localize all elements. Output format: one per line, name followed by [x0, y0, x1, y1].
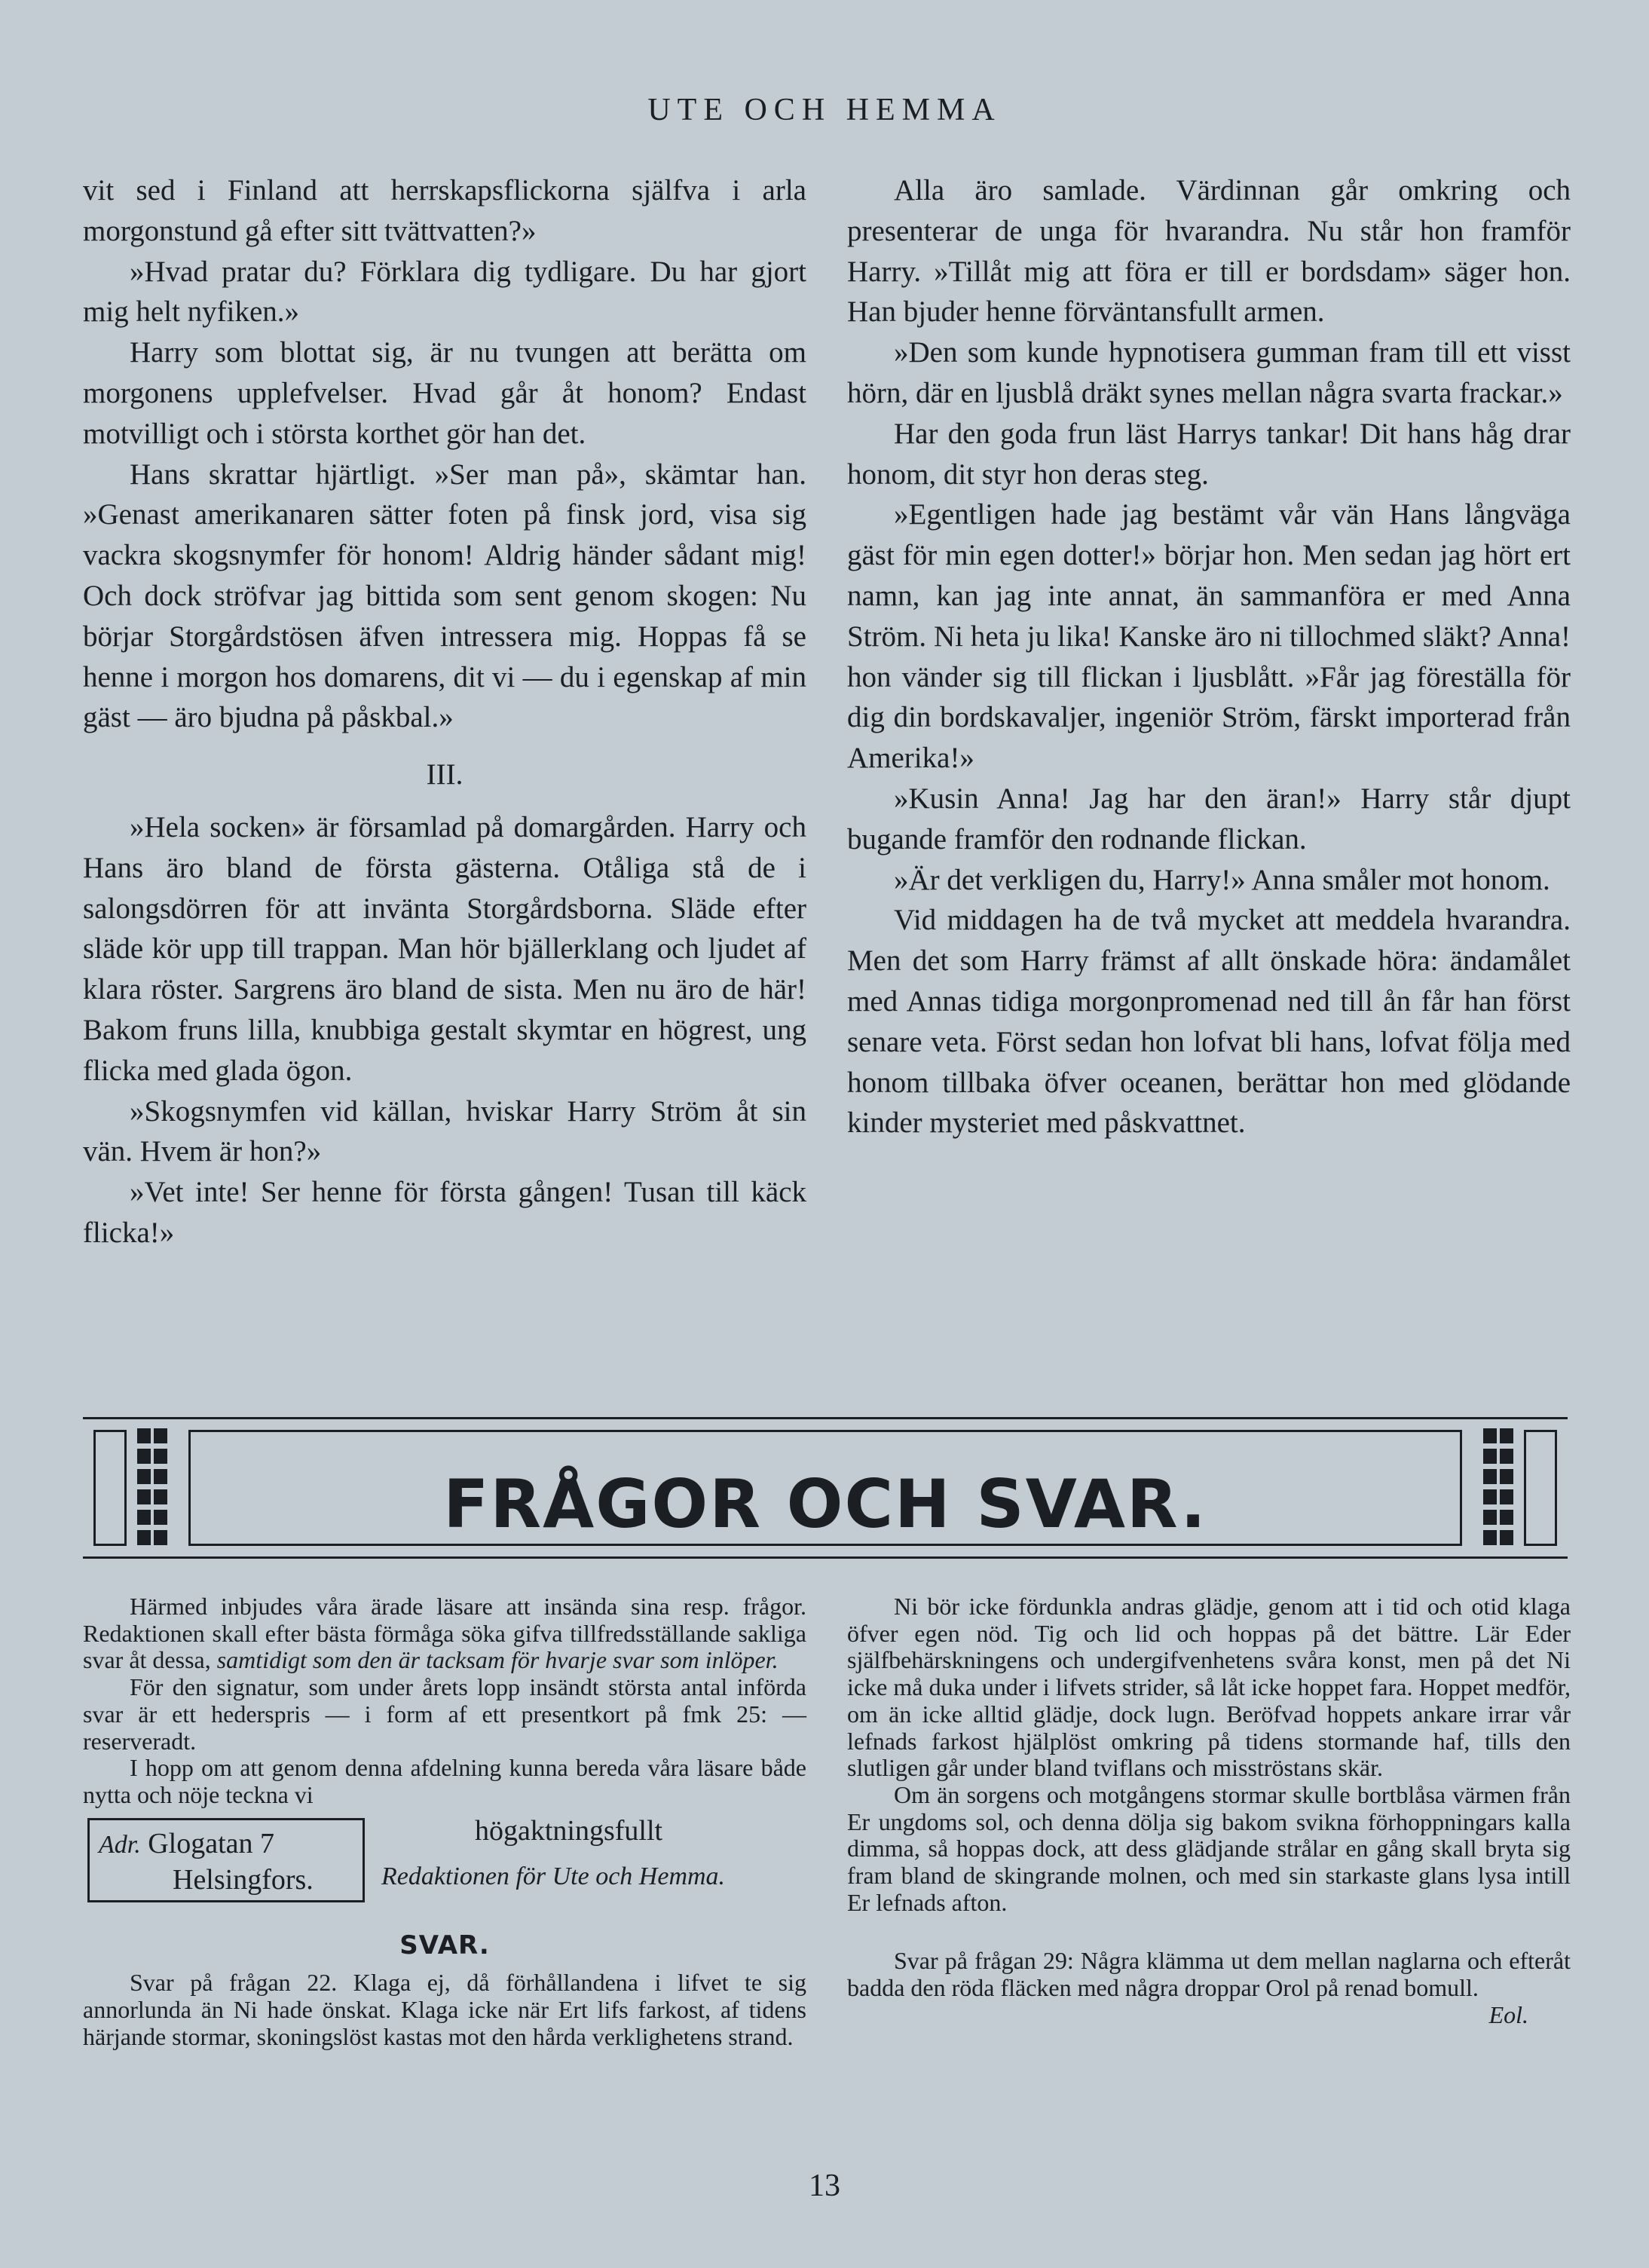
closing-phrase: högaktningsfullt: [475, 1814, 663, 1847]
qa-right-column: [847, 1593, 1571, 2029]
qa-intro-paragraph: [83, 1593, 806, 1674]
story-paragraph: »Kusin Anna! Jag har den äran!» Harry står djupt bugande framför den rodnande flickan.: [847, 782, 1571, 855]
answer-paragraph: Svar på frågan 22. Klaga ej, då förhållandena i lifvet te sig annorlunda än Ni hade önskat. Klaga icke när Ert lifs farkost, af tidens härjande stormar, skoningslöst kastas mot den hårda verklighetens strand.: [83, 1969, 806, 2050]
answer-paragraph: Ni bör icke fördunkla andras glädje, genom att i tid och otid klaga öfver egen nöd. Tig och lid och hoppas på det bättre. Lär Eder själfbehärskningens och undergifvenhetens svåra konst, men på det Ni icke må duka under i lifvets strider, så låt icke hoppet fara. Hoppet medför, om än icke alltid glädje, dock lugn. Beröfvad hoppets ankare irrar vår lefnads farkost hjälplöst omkring på tidens stormande haf, tills den slutligen går under bland tviflans och misströstans skär.: [847, 1593, 1571, 1782]
story-paragraph: Vid middagen ha de två mycket att meddela hvarandra. Men det som Harry främst af allt önskade höra: ändamålet med Annas tidiga morgonpromenad ned till ån får han först senare veta. Först sedan hon lofvat bli hans, lofvat följa med honom tillbaka öfver oceanen, berättar hon med glödande kinder mysteriet med påskvattnet.: [847, 904, 1571, 1140]
qa-intro-paragraph: I hopp om att genom denna afdelning kunna bereda våra läsare både nytta och nöje teckna vi: [83, 1754, 806, 1808]
story-paragraph: Harry som blottat sig, är nu tvungen att berätta om morgonens upplefvelser. Hvad går åt honom? Endast motvilligt och i största korthet gör han det.: [83, 336, 806, 450]
story-paragraph: »Den som kunde hypnotisera gumman fram till ett visst hörn, där en ljusblå dräkt synes mellan några svarta frackar.»: [847, 336, 1571, 409]
story-paragraph: vit sed i Finland att herrskapsflickorna själfva i arla morgonstund gå efter sitt tvättvatten?»: [83, 174, 806, 247]
editorial-signature: Redaktionen för Ute och Hemma.: [381, 1862, 726, 1890]
answer-29-text: Svar på frågan 29: Några klämma ut dem mellan naglarna och efteråt badda den röda fläcken med några droppar Orol på renad bomull.: [847, 1947, 1571, 2002]
answer-paragraph: Om än sorgens och motgångens stormar skulle bortblåsa värmen från Er ungdoms sol, och denna dölja sig bakom svikna förhoppningars kalla dimma, så hoppas dock, att dess glädjande strålar en gång skall bryta sig fram bland de skingrande molnen, och med sin starkaste glans lysa intill Er lefnads afton.: [847, 1780, 1571, 1916]
story-paragraph: Hans skrattar hjärtligt. »Ser man på», skämtar han. »Genast amerikanaren sätter foten på finsk jord, visa sig vackra skogsnymfer för honom! Aldrig händer sådant mig! Och dock ströfvar jag bittida som sent genom skogen: Nu börjar Storgårdstösen äfven intressera mig. Hoppas få se henne i morgon hos domarens, dit vi — du i egenskap af min gäst — äro bjudna på påskbal.»: [83, 458, 806, 734]
story-paragraph: »Är det verkligen du, Harry!» Anna småler mot honom.: [894, 863, 1550, 896]
qa-intro-italic: samtidigt som den är tacksam för hvarje svar som inlöper.: [216, 1646, 779, 1674]
story-left-column: [83, 170, 806, 1253]
story-paragraph: Alla äro samlade. Värdinnan går omkring och presenterar de unga för hvarandra. Nu står hon framför Harry. »Tillåt mig att föra er till er bordsdam» säger hon. Han bjuder henne förväntansfullt armen.: [847, 174, 1571, 329]
address-signature-row: [83, 1813, 806, 1919]
banner-title-frame: [188, 1430, 1462, 1546]
story-paragraph: »Skogsnymfen vid källan, hviskar Harry Ström åt sin vän. Hvem är hon?»: [83, 1094, 806, 1168]
qa-intro-paragraph: För den signatur, som under årets lopp insändt största antal införda svar är ett hederspris — i form af ett presentkort på fmk 25: — reserveradt.: [83, 1673, 806, 1755]
banner-checker-left: [137, 1428, 167, 1547]
page-number: 13: [809, 2169, 840, 2203]
story-right-column: [847, 170, 1571, 1143]
qa-left-column: [83, 1593, 806, 2050]
section-number: III.: [426, 758, 463, 791]
address-box: [87, 1818, 365, 1902]
running-head: UTE OCH HEMMA: [647, 93, 1002, 127]
qa-intro-text: Härmed inbjudes våra ärade läsare att insända sina resp. frågor. Redaktionen skall efter bästa förmåga söka gifva tillfredsställande sakliga svar åt dessa,: [83, 1593, 806, 1674]
banner-ornament-right: [1524, 1430, 1557, 1546]
section-banner: [83, 1417, 1568, 1559]
address-city: Helsingfors.: [173, 1863, 314, 1896]
banner-checker-right: [1483, 1428, 1513, 1547]
address-street: Glogatan 7: [148, 1827, 275, 1859]
address-label: Adr.: [99, 1830, 141, 1859]
story-paragraph: Har den goda frun läst Harrys tankar! Dit hans håg drar honom, dit styr hon deras steg.: [847, 417, 1571, 491]
section-title: FRÅGOR OCH SVAR.: [443, 1465, 1207, 1543]
answer-29-signature: Eol.: [1488, 2000, 1528, 2028]
answer-paragraph: [847, 1947, 1571, 2028]
story-paragraph: »Hela socken» är församlad på domargården. Harry och Hans äro bland de första gästerna. Otåliga stå de i salongsdörren för att invänta Storgårdsborna. Släde efter släde kör upp till trappan. Man hör bjällerklang och ljudet af klara röster. Sargrens äro bland de sista. Men nu äro de här! Bakom fruns lilla, knubbiga gestalt skymtar en högrest, ung flicka med glada ögon.: [83, 810, 806, 1087]
story-paragraph: »Hvad pratar du? Förklara dig tydligare. Du har gjort mig helt nyfiken.»: [83, 255, 806, 329]
answers-heading: SVAR.: [399, 1930, 490, 1960]
story-paragraph: »Vet inte! Ser henne för första gången! Tusan till käck flicka!»: [83, 1176, 806, 1249]
banner-ornament-left: [93, 1430, 127, 1546]
story-paragraph: »Egentligen hade jag bestämt vår vän Hans långväga gäst för min egen dotter!» börjar hon. Men sedan jag hört ert namn, kan jag inte annat, än sammanföra er med Anna Ström. Ni heta ju lika! Kanske äro ni tillochmed släkt? Anna! hon vänder sig till flickan i ljusblått. »Får jag föreställa för dig din bordskavaljer, ingeniör Ström, färskt importerad från Amerika!»: [847, 498, 1571, 775]
